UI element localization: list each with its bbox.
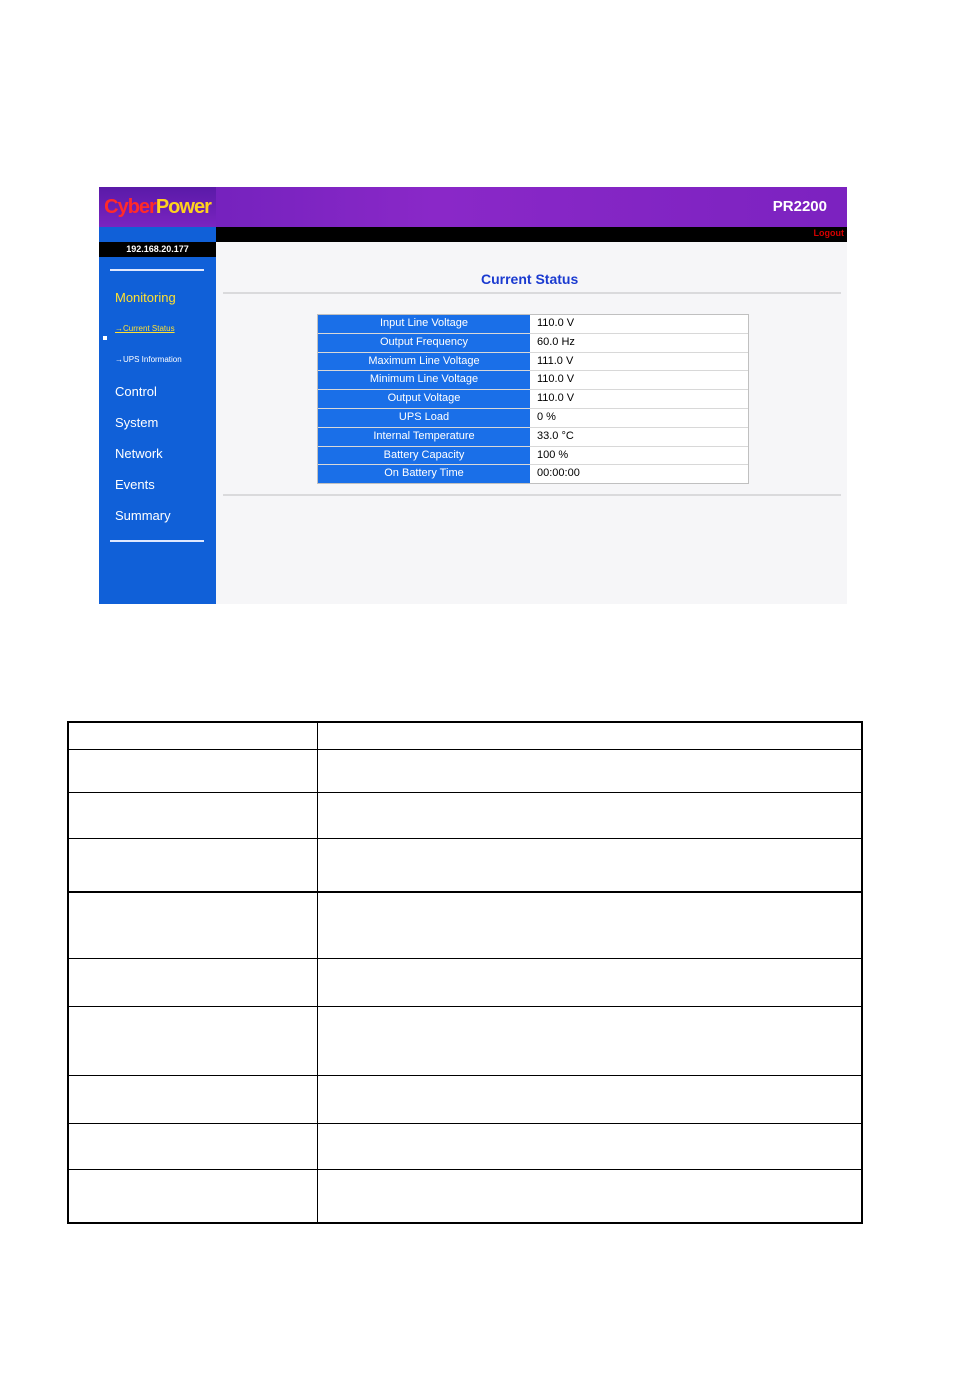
nav-current-status-label: Current Status [123, 324, 175, 333]
table-row-divider [69, 1006, 861, 1007]
status-row [318, 390, 748, 409]
status-value: 33.0 °C [537, 429, 574, 442]
nav-network[interactable]: Network [115, 446, 163, 461]
status-value: 111.0 V [537, 354, 574, 367]
ups-web-ui-screenshot [99, 187, 847, 604]
logout-link[interactable]: Logout [813, 228, 844, 238]
status-value: 110.0 V [537, 373, 575, 386]
active-bullet-icon [103, 336, 107, 340]
header-bar [99, 187, 847, 227]
sidebar-divider-bottom [110, 540, 204, 542]
status-label: Battery Capacity [318, 447, 532, 465]
status-value: 110.0 V [537, 317, 575, 329]
content-divider-bottom [223, 494, 841, 496]
status-value: 110.0 V [537, 392, 575, 405]
table-row-divider [69, 958, 861, 959]
table-row-divider [69, 891, 861, 893]
nav-control[interactable]: Control [115, 384, 157, 399]
status-value: 0 % [537, 410, 556, 423]
status-table [317, 314, 749, 484]
sidebar [99, 227, 216, 604]
status-row [318, 409, 748, 428]
status-row [318, 428, 748, 447]
nav-ups-information[interactable]: →UPS Information [115, 355, 182, 364]
nav-monitoring[interactable]: Monitoring [115, 290, 176, 305]
logo-cyber-text: Cyber [104, 195, 156, 218]
nav-current-status[interactable]: →Current Status [115, 324, 175, 333]
status-label: Input Line Voltage [318, 315, 532, 333]
nav-summary[interactable]: Summary [115, 508, 171, 523]
status-value: 60.0 Hz [537, 335, 575, 348]
table-row-divider [69, 792, 861, 793]
status-row [318, 371, 748, 390]
table-row-divider [69, 1169, 861, 1170]
table-row-divider [69, 749, 861, 750]
status-label: On Battery Time [318, 465, 532, 483]
status-label: Output Voltage [318, 390, 532, 408]
top-black-bar [216, 227, 847, 242]
cyberpower-logo [99, 187, 216, 227]
status-row [318, 465, 748, 483]
status-label: Internal Temperature [318, 428, 532, 446]
status-label: UPS Load [318, 409, 532, 427]
status-label: Output Frequency [318, 334, 532, 352]
status-value: 100 % [537, 448, 569, 461]
status-row [318, 447, 748, 466]
description-table [67, 721, 863, 1224]
table-row-divider [69, 1075, 861, 1076]
ip-address: 192.168.20.177 [99, 242, 216, 257]
status-label: Minimum Line Voltage [318, 371, 532, 389]
table-row-divider [69, 1123, 861, 1124]
table-row-divider [69, 838, 861, 839]
nav-system[interactable]: System [115, 415, 159, 430]
status-row [318, 353, 748, 372]
status-row [318, 315, 748, 334]
nav-events[interactable]: Events [115, 477, 155, 492]
page-title: Current Status [481, 271, 579, 287]
model-name: PR2200 [772, 198, 827, 215]
status-label: Maximum Line Voltage [318, 353, 532, 371]
status-value: 00:00:00 [537, 467, 580, 480]
sidebar-divider-top [110, 269, 204, 271]
nav-ups-information-label: UPS Information [123, 355, 182, 364]
content-divider-top [223, 292, 841, 294]
table-column-divider [317, 723, 318, 1222]
logo-power-text: Power [155, 195, 211, 218]
status-row [318, 334, 748, 353]
